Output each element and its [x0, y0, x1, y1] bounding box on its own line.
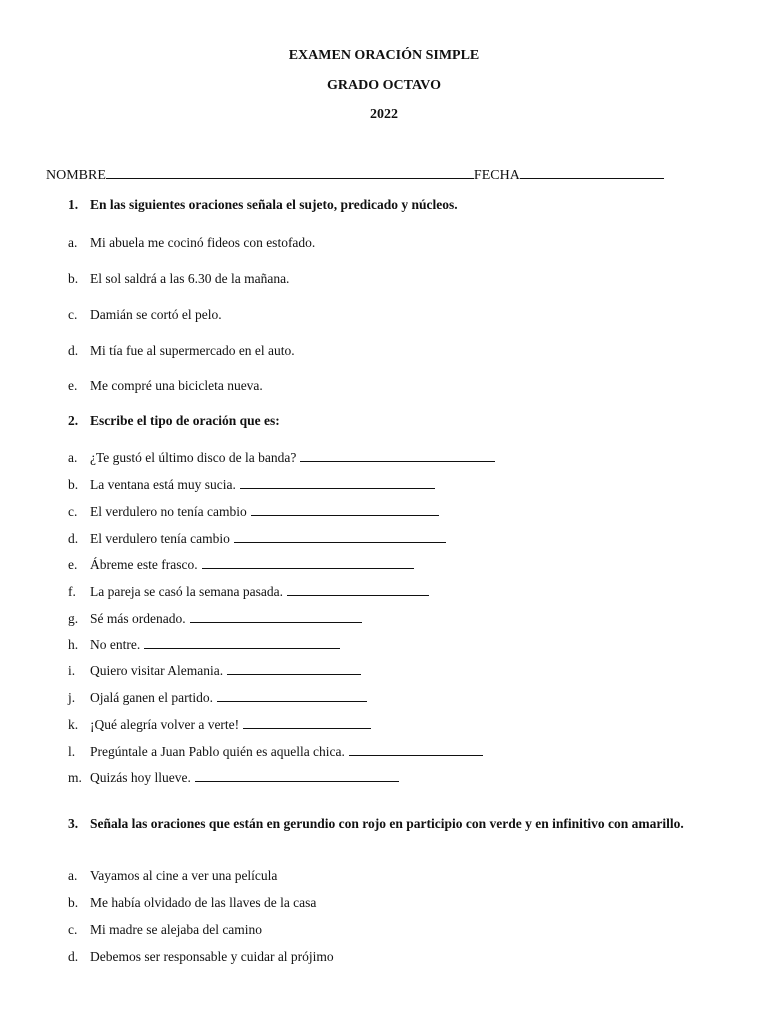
answer-blank[interactable] [227, 662, 361, 675]
answer-blank[interactable] [217, 689, 367, 702]
item-text: Me había olvidado de las llaves de la casa [90, 895, 317, 910]
item-letter: c. [68, 922, 78, 937]
item-letter: a. [68, 868, 78, 883]
answer-blank[interactable] [251, 503, 439, 516]
item-text: Ojalá ganen el partido. [90, 690, 213, 705]
item-text: Mi madre se alejaba del camino [90, 922, 263, 937]
item-letter: a. [68, 235, 78, 250]
exam-grade: GRADO OCTAVO [327, 78, 441, 93]
item-text: El sol saldrá a las 6.30 de la mañana. [90, 271, 290, 286]
item-letter: e. [68, 557, 78, 572]
date-label: FECHA [473, 168, 520, 183]
item-letter: d. [68, 531, 79, 546]
item-text: Ábreme este frasco. [90, 557, 198, 572]
item-letter: c. [68, 504, 78, 519]
item-text: Pregúntale a Juan Pablo quién es aquella chica. [90, 744, 345, 759]
item-letter: b. [68, 895, 79, 910]
answer-blank[interactable] [287, 583, 429, 596]
item-letter: m. [68, 770, 82, 785]
item-letter: h. [68, 637, 79, 652]
question-instruction: En las siguientes oraciones señala el sujeto, predicado y núcleos. [90, 197, 458, 212]
item-text: Quiero visitar Alemania. [90, 663, 224, 678]
answer-blank[interactable] [234, 530, 446, 543]
question-number: 1. [68, 197, 79, 212]
question-number: 2. [68, 413, 79, 428]
student-info-line [46, 166, 664, 184]
name-field[interactable] [106, 166, 474, 179]
answer-blank[interactable] [144, 636, 340, 649]
date-field[interactable] [520, 166, 664, 179]
item-letter: d. [68, 343, 79, 358]
item-text: Damián se cortó el pelo. [90, 307, 222, 322]
item-text: El verdulero no tenía cambio [90, 504, 247, 519]
item-text: No entre. [90, 637, 141, 652]
item-text: Mi abuela me cocinó fideos con estofado. [90, 235, 316, 250]
answer-blank[interactable] [300, 449, 495, 462]
item-text: ¿Te gustó el último disco de la banda? [90, 450, 297, 465]
item-text: La pareja se casó la semana pasada. [90, 584, 284, 599]
answer-blank[interactable] [349, 743, 483, 756]
item-text: Sé más ordenado. [90, 611, 186, 626]
item-letter: l. [68, 744, 76, 759]
item-text: Mi tía fue al supermercado en el auto. [90, 343, 295, 358]
answer-blank[interactable] [190, 610, 362, 623]
item-text: Vayamos al cine a ver una película [90, 868, 278, 883]
item-text: Quizás hoy llueve. [90, 770, 191, 785]
item-letter: b. [68, 477, 79, 492]
item-text: Debemos ser responsable y cuidar al prójimo [90, 949, 334, 964]
answer-blank[interactable] [202, 556, 414, 569]
answer-blank[interactable] [243, 716, 371, 729]
question-instruction: Señala las oraciones que están en gerundio con rojo en participio con verde y en infinitivo con amarillo. [90, 816, 684, 831]
item-letter: e. [68, 378, 78, 393]
exam-title: EXAMEN ORACIÓN SIMPLE [288, 48, 480, 63]
answer-blank[interactable] [195, 769, 399, 782]
item-letter: c. [68, 307, 78, 322]
item-letter: d. [68, 949, 79, 964]
answer-blank[interactable] [240, 476, 435, 489]
item-letter: i. [68, 663, 76, 678]
item-letter: g. [68, 611, 79, 626]
question-instruction: Escribe el tipo de oración que es: [90, 413, 280, 428]
item-text: La ventana está muy sucia. [90, 477, 236, 492]
item-letter: j. [68, 690, 76, 705]
item-text: Me compré una bicicleta nueva. [90, 378, 263, 393]
item-text: ¡Qué alegría volver a verte! [90, 717, 240, 732]
item-text: El verdulero tenía cambio [90, 531, 230, 546]
item-letter: f. [68, 584, 76, 599]
item-letter: a. [68, 450, 78, 465]
question-3 [68, 815, 708, 851]
exam-year: 2022 [370, 107, 398, 122]
item-letter: b. [68, 271, 79, 286]
item-letter: k. [68, 717, 79, 732]
name-label: NOMBRE [46, 168, 106, 183]
question-number: 3. [68, 816, 79, 831]
